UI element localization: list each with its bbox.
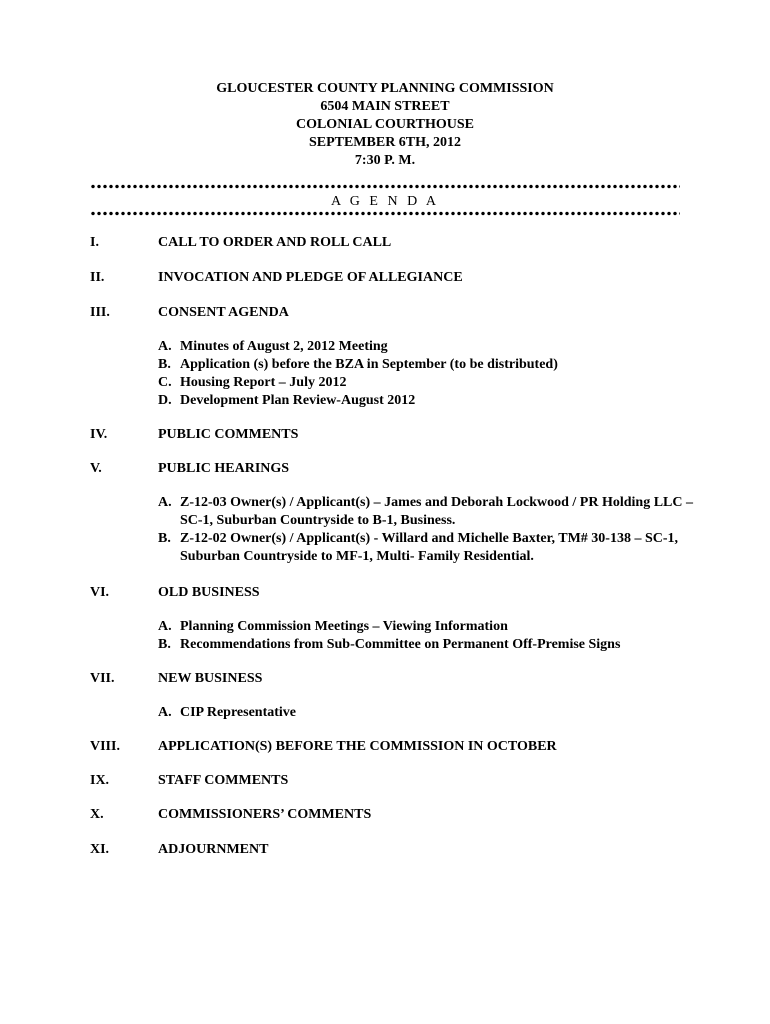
sub-item-text: Housing Report – July 2012 [180, 375, 347, 390]
item-number: VI. [90, 585, 110, 600]
item-number: VII. [90, 671, 115, 686]
sub-item [158, 530, 698, 566]
sub-item-text: Z-12-03 Owner(s) / Applicant(s) – James and Deborah Lockwood / PR Holding LLC – SC-1, Suburban Countryside to B-1, Business. [180, 495, 693, 528]
item-title: PUBLIC HEARINGS [158, 461, 290, 476]
top-dotted-divider [90, 184, 680, 189]
agenda-item [90, 269, 463, 287]
agenda-item [90, 670, 262, 688]
sub-item-text: Recommendations from Sub-Committee on Permanent Off-Premise Signs [180, 637, 621, 652]
sub-item [158, 636, 698, 654]
sub-item [158, 374, 698, 392]
sub-item-list [158, 494, 698, 566]
item-title: OLD BUSINESS [158, 585, 260, 600]
bottom-dotted-divider [90, 211, 680, 216]
sub-item [158, 704, 698, 722]
item-number: II. [90, 270, 105, 285]
item-title: STAFF COMMENTS [158, 773, 289, 788]
item-title: ADJOURNMENT [158, 842, 269, 857]
item-number: IV. [90, 427, 108, 442]
sub-item-letter: A. [158, 339, 172, 354]
sub-item-text: Z-12-02 Owner(s) / Applicant(s) - Willard and Michelle Baxter, TM# 30-138 – SC-1, Suburban Countryside to MF-1, Multi- Family Residential. [180, 531, 679, 564]
item-title: NEW BUSINESS [158, 671, 263, 686]
item-number: V. [90, 461, 102, 476]
agenda-item [90, 806, 371, 824]
item-number: VIII. [90, 739, 120, 754]
header-commission-name: GLOUCESTER COUNTY PLANNING COMMISSION [216, 81, 554, 96]
sub-item-letter: D. [158, 393, 172, 408]
agenda-item [90, 426, 298, 444]
agenda-item [90, 460, 289, 478]
sub-item-text: Application (s) before the BZA in September (to be distributed) [180, 357, 558, 372]
sub-item-list [158, 618, 698, 654]
item-title: PUBLIC COMMENTS [158, 427, 299, 442]
header-street: 6504 MAIN STREET [320, 99, 450, 114]
sub-item-letter: A. [158, 705, 172, 720]
item-title: INVOCATION AND PLEDGE OF ALLEGIANCE [158, 270, 463, 285]
sub-item [158, 338, 698, 356]
sub-item-letter: A. [158, 495, 172, 510]
sub-item-text: CIP Representative [180, 705, 296, 720]
sub-item [158, 618, 698, 636]
agenda-item [90, 738, 557, 756]
item-number: XI. [90, 842, 110, 857]
sub-item-letter: B. [158, 357, 171, 372]
item-title: APPLICATION(S) BEFORE THE COMMISSION IN OCTOBER [158, 739, 557, 754]
sub-item-letter: B. [158, 531, 171, 546]
header-time: 7:30 P. M. [354, 153, 416, 168]
sub-item [158, 494, 698, 530]
sub-item-letter: B. [158, 637, 171, 652]
item-number: III. [90, 305, 110, 320]
agenda-title: A G E N D A [330, 194, 440, 209]
sub-item-text: Minutes of August 2, 2012 Meeting [180, 339, 388, 354]
agenda-item [90, 772, 288, 790]
sub-item-text: Planning Commission Meetings – Viewing Information [180, 619, 508, 634]
agenda-item [90, 584, 260, 602]
sub-item [158, 392, 698, 410]
sub-item [158, 356, 698, 374]
sub-item-list [158, 338, 698, 410]
header-location: COLONIAL COURTHOUSE [295, 117, 475, 132]
agenda-item [90, 234, 391, 252]
item-title: CONSENT AGENDA [158, 305, 289, 320]
agenda-item [90, 304, 289, 322]
item-number: IX. [90, 773, 110, 788]
item-number: I. [90, 235, 99, 250]
sub-item-text: Development Plan Review-August 2012 [180, 393, 416, 408]
document-header [0, 80, 770, 170]
header-date: SEPTEMBER 6TH, 2012 [308, 135, 462, 150]
item-number: X. [90, 807, 104, 822]
item-title: COMMISSIONERS’ COMMENTS [158, 807, 372, 822]
sub-item-list [158, 704, 698, 722]
sub-item-letter: A. [158, 619, 172, 634]
sub-item-letter: C. [158, 375, 172, 390]
agenda-item [90, 841, 268, 859]
item-title: CALL TO ORDER AND ROLL CALL [158, 235, 392, 250]
